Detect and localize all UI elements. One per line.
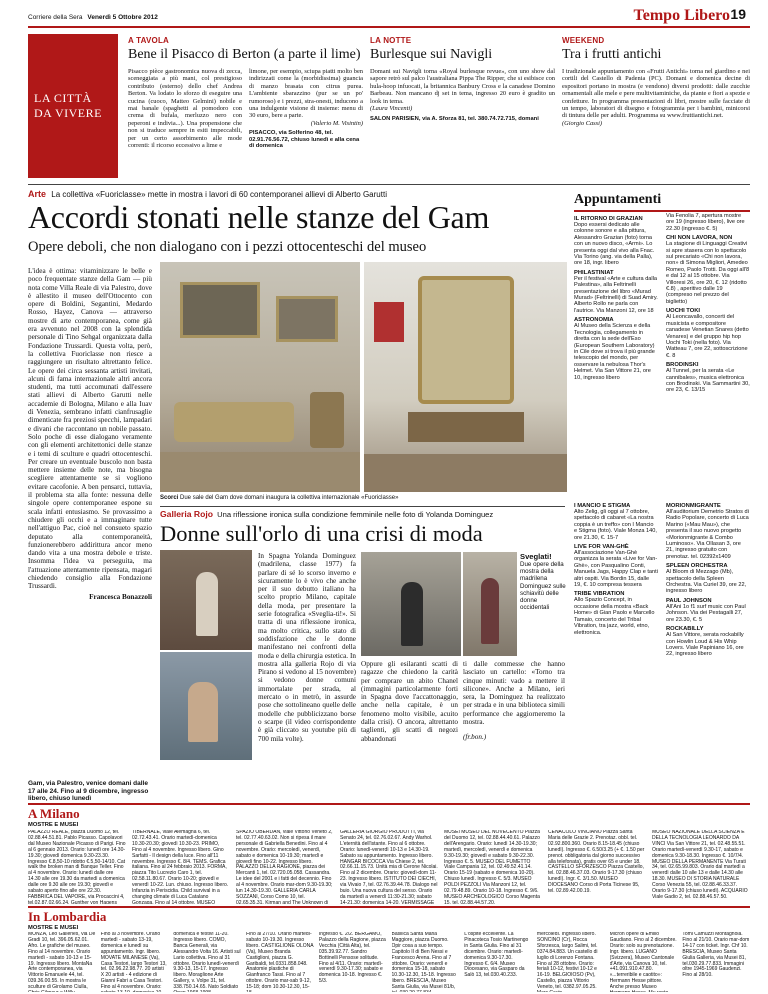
galleria-col1: In Spagna Yolanda Dominguez (madrilena, classe 1977) fa parlare di sé lo scorso inverno e sicuramente lo è vivo che anche per il suo debutto italiano ha scelto proprio Milano, capitale della moda, per presentare la serie fotografica «Sveglia-ti!». Si tratta di una riflessione ironica, ma molto critica, sullo stato di soddisfazione che le donne manifestano nei confronti della moda e della chirurgia estetica. In mostra alla galleria Rojo di via Pirano si vedono al 15 novembre) si vedono donne comuni immortalate per strada, al mercato o in metrò, in assurde pose che sottolineano quelle delle modelle che pubblicizzano borse o scarpe (il video corrispondente è già cliccato su youtube più di 700 mila volte). [258,552,356,743]
galleria-col3: ti dalle commesse che hanno lasciato un cartello: «Torno tra cinque minuti: vado a mettere il silicone». Anche a Milano, ieri sera, la Dominguez ha realizzato per strada e in una biblioteca simili performance che aggiorneremo la mostra. [463,660,565,727]
listing-column: MUSEO NAZIONALE DELLA SCIENZA E DELLA TECNOLOGIA LEONARDO DA VINCI Via San Vittore 21, tel. 02.48.55.51. Orario martedì-venerdì 9.30-17, sabato e domenica 9.30-18.30. Ingresso €. 10/7/4. MUSEO DELLA PERMANENTE Via Turati 34, tel. 02.65.99.803. Orario dal martedì a venerdì dalle 10 alle 13 e dalle 14.30 alle 18.30. MUSEO DI STORIA NATURALE Corso Venezia 55, tel. 02.88.46.33.37. Orario 9-17.30 (chiuso lunedì). ACQUARIO Viale Gadio 2, tel. 02.88.46.57.50. [652,830,748,900]
appointment-title: BRODINSKI [666,362,699,369]
appointment-title: ASTRONOMIA [574,317,614,324]
appointment-title: SPLEEN ORCHESTRA [666,563,728,570]
arte-body [28,267,152,601]
gam-photo-left [160,262,360,492]
appointment-text: Allo Spazio Concept, in occasione della mostra «Back Home» di Gian Paolo e Marcello Tamaio, concerto del Tribal Vibration, tra jazz, world, etno, elettronica. [574,597,655,636]
weekend-title: Tra i frutti antichi [562,47,662,62]
notte-info: SALON PARISIEN, via A. Sforza 81, tel. 380.74.72.715, domani [370,116,539,123]
listing-column: CENACOLO VINCIANO Piazza Santa Maria delle Grazie 2. Prenotaz. obbl. tel. 02.92.800.360. Orario 8.15-18.45 (chiuso lunedì). Ingresso €. 6.50/3.25 (+ €. 1.50 per prenot. obbligatoria dal giorno successivo alla telefonata), gratis over 65 e under 18. CASTELLO SFORZESCO Piazza Castello, tel. 02.88.46.37.03. Orario 9-17.30 (chiuso lunedì). Ingr. €. 3/1.50. MUSEO DIOCESANO Corso di Porta Ticinese 95, tel. 02.89.42.00.19. [548,830,645,895]
galleria-kicker: Galleria Rojo [160,509,214,519]
painting [276,296,338,342]
arte-kicker: Arte [28,189,47,199]
appointment-item [666,503,750,560]
appuntamenti-col4 [666,500,750,658]
citta-box-line2: DA VIVERE [34,106,102,120]
appointment-text: Al Bloom di Mezzago (Mb), spettacolo della Spleen Orchestra. Via Curiel 39, ore 22, ingresso libero [666,569,747,595]
galleria-col3-wrap [463,660,565,744]
gam-caption-text: Due sale del Gam dove domani inaugura la collettiva internazionale «Fuoriclasse» [180,495,399,501]
painting [180,282,260,338]
appointment-item [574,216,658,267]
listing-column: mercoledì. Ingresso libero. SONCINO (Cr), Rocca Sforzesca, largo Salimi, tel. 0374.84.883. Un castello di luglio di Lorenzo Fontana. Fino al 28 ottobre. Orario: feriali 10-12, festivi 10-12 e 16-19. BELGIOIOSO (Pv), Castello, piazza Vittorio Veneto, tel. 0382.97.05.25. [536,932,598,991]
appointment-item [574,270,658,314]
lombardia-listings [28,932,750,992]
milano-header: A Milano [28,806,80,821]
galleria-divider [160,506,565,507]
listing-column: TIBERNALE, viale Alemagna 6, tel. 02.72.43.41. Orario martedì-domenica 10.30-20.30; giovedì 10.30-23. PRIMO, Fino al 4 novembre. Ingresso libero. Gino Sarfatti - Il design della luce. Fino all'11 novembre. Ingresso €. 8/4. TEMS. Grafica italiana. Fino al 24 febbraio 2013. FORMA, piazza Tito Lucrezio Caro 1, tel. 02.58.11.80.67. Orario 10-20; giovedì e venerdì 10-22. Lun. chiuso. Ingresso libero. Infanzia in Periscidia. Child survival in a changing climate di Luca Catalano Gonzaga. Fino al 14 ottobre. MUSEO [132,830,229,904]
appointment-item [574,591,658,635]
listing-column: domenica e festivi 11-20. Ingresso libero. COMO, Banca Generali, via Alessandro Volta 16. Artisti sul Lario collettiva. Fino al 31 ottobre. Orario lunedì-venerdì 9.30-13, 15-17. Ingresso libero. Moraglione Arte Gallery, v. Volpe 31, tel. 338.750.14.65. Nato Soldiato [173,932,241,991]
lombardia-header: In Lombardia [28,909,107,924]
listing-column: MUSEI MUSEO DEL NOVECENTO Piazza del Duomo 12, tel. 02.88.44.40.61. Palazzo dell'Arengario. Orario: lunedì 14.30-19.30; martedì, mercoledì, venerdì e domenica 9.30-19.30; giovedì e sabato 9.30-22.30. Ingresso €. 5. MUSEO DEL FUMETTO Viale Campania 12, tel. 02.49.52.41.14. Orario 15-19 (sabato e domenica 10-20). Chiuso lunedì. Ingresso €. 5/3. MUSEO POLDI PEZZOLI Via Manzoni 12, tel. 02.79.48.89. Orario 10-18. Ingresso €. 9/6. MUSEO ARCHEOLOGICO Corso Magenta 15, tel. 02.88.44.57.20. [444,830,540,904]
appointment-item [666,598,750,623]
weekend-kicker: WEEKEND [562,36,605,45]
listing-column: PALAZZO REALE, piazza Duomo 12, tel. 02.88.44.51.81. Pablo Picasso. Capolavori dal Museo Nazionale Picasso di Parigi. Fino al 6 gennaio 2013. Orario: lunedì ore 14.30-19.30; giovedì domenica 9.30-23.30. Ingresso €.8,50-10 ridotto €.5,50-14/10. Cat walk the broken man di Banque Teller. Fino al 4 novembre. Orario: lunedì dalle ore 14.30 alle ore 19.30 da martedì a domenica dalle ore 9.30 alle ore 19.30; giovedì e sabato aperto fino alle ore 22.30. FABBRICA DEL VAPORE, via Procaccini 4, tel.02.87.02.66.24. Gunther von Hagens [28,830,126,904]
figure [196,572,218,636]
appointment-text: Al Leoncavallo, concerti del musicista e compositore canadese Venetian Snares (detto Venares) e del gruppo hip hop Uochi Toki (nella foto). Via Watteau 7, ore 22, sottoscrizione €. 8 [666,314,749,359]
galleria-col2: Oppure gli esilaranti scatti di ragazze che chiedono la carità per comprare un abito Chanel (immagini particolarmente forti in Spagna dove l'accattonaggio, anche nella capitale, è un fenomeno molto visibile, acuito dalla crisi). O ancora, altrettanto taglienti, gli scatti di negozi abbandonati [361,660,458,743]
tavola-col2-wrap [249,68,363,150]
arte-teaser [28,189,568,199]
arte-title: Accordi stonati nelle stanze del Gam [28,199,490,235]
milano-listings [28,830,750,904]
galleria-caption [520,552,566,611]
galleria-teaser [160,509,565,519]
notte-article [370,36,555,123]
listing-column: Basilica Santa Maria Maggiore, piazza Duomo. Opir cosa a suo tempo. Capitolo II di Ben Nessi e Francesco Arena. Fino al 7 ottobre. Orario: venerdì e domenica 15-18, sabato 10.30-12.30, 15-18. Ingresso libero. BRESCIA, Museo Santa Giulia, via Musei 81/b, [391,932,456,991]
floor [364,454,567,492]
galleria-teaser-text: Una riflessione ironica sulla condizione femminile nelle foto di Yolanda Dominguez [217,510,494,519]
appointment-text: All'auditorium Demetrio Stratos di Radio Popolare, concerto di Luca Marino («Mau Mau»), che presenta il suo nuovo progetto «Morionmigrante & Combo Luminoso». Via Ollasan 3, ore 21, ingresso gratuito con prenotaz. tel. 02392x1409 [666,509,749,560]
appointment-title: I MANCIO E STIGMA [574,503,631,509]
appointment-title: ROCKABILLY [666,626,704,633]
floor [160,452,360,492]
notte-kicker: LA NOTTE [370,36,412,45]
arte-subtitle: Opere deboli, che non dialogano con i pezzi ottocenteschi del museo [28,239,427,255]
newspaper-name: Corriere della Sera [28,14,83,21]
listing-column: MONZA, Leo Galleries, via De Gradi 10, tel. 396.05.62.01. Afro. Le grafiche del museo. Fino al 14 novembre. Orario martedì - sabato 10-13 e 15-19. Ingresso libero. MontaNa Arte contemporanea, via Vittorio Emanuele 44, tel. 039.36.00.55. In mostra le sculture di Girolamo Ciulla, [28,932,96,991]
appointment-title: IL RITORNO DI GRAZIAN [574,216,643,222]
citta-box [28,34,118,178]
appointment-text: Alto Zelig, gli oggi al 7 ottobre, spettacolo di cabaret «La nostra coppia è un treffo» con I Mancio e Stigma (foto). Viale Monza 140, ore 21.30, €. 15-7 [574,509,657,541]
sofa [174,402,294,442]
appointment-text: Al San Vittore, serata rockabilly con Howlin Loud & His Whip Lovers. Viale Papiniano 16, ore 22, ingresso libero [666,632,744,658]
dominguez-photo-3 [361,552,461,656]
listing-column: Ingresso €. 2/2. BERGAMO, Palazzo della Ragione, piazza Vecchia (Città Alta), tel. 035.39.92.77. Sandro Bottinelli Pensose solitude. Fino al 4/11. Orario: martedì-venerdì 9.30-17.30; sabato e domenica 10-18. Ingresso €. 5/3. [318,932,386,985]
tavola-title: Bene il Pisacco di Berton (a parte il lime) [128,47,361,62]
appuntamenti-col2 [666,213,750,394]
appointment-title: LIVE FOR VAN-GHÈ [574,544,629,551]
dominguez-photo-2 [160,652,252,760]
appointment-item [574,317,658,381]
tavola-col1: Pisacco pièce gastronomica nuova di zecca, sceneggiata a più mani, col prestigioso contributo (esterno) dello chef Andrea Berton. Va lodato lo sforzo di eseguire una cucina (cuoco, Matteo Gelmini) nobile e mai banale (spaghetti al pomodoro con crema di bufala, merluzzo nero con peperoni e indivia...). Una propensione che non si traduce sempre in esiti impeccabili, per un certo assorbimento alle mode correnti: il ricorso eccessivo a lime e [128,68,242,150]
galleria-title: Donne sull'orlo di una crisi di moda [160,521,483,546]
galleria-caption-title: Sveglati! [520,552,552,561]
appuntamenti-header: Appuntamenti [574,192,662,207]
galleria-caption-text: Due opere della mostra della madrilena Dominguez sulle schiavitù delle donne occidentali [520,561,566,612]
arte-teaser-text: La collettiva «Fuoriclasse» mette in mostra i lavori di 60 contemporanei allievi di Alberto Garutti [51,190,387,199]
appuntamenti-rule [574,210,750,212]
appointment-item [666,362,750,394]
top-divider [28,184,750,185]
appointment-title: PHILASTINIAT [574,269,614,276]
wall-art [374,302,404,342]
appointment-text: All'Ani 1o f1 surf music con Paul Johnson. Via dei Pestagalli 27, ore 23.30, €. 5 [666,603,746,623]
notte-body: Domani sui Navigli torna «Royal burlesque revue», con uno show dal sapore retrò sul palco l'australiana Pippa The Ripper, che si esibisce con hula-hoop infuocati, la britannica Banbury Cross e la canadese Domino Barbeau. Non mancano dj set in tema, ingresso 20 euro è gradito un look in tema. [370,68,555,105]
appointment-item [666,235,750,305]
figure [401,582,423,646]
ornate-mirror [418,276,514,404]
tavola-info: PISACCO, via Solferino 48, tel. 02.91.76.56.72, chiuso lunedì e alla cena di domenica [249,130,360,150]
appuntamenti-col1 [574,213,658,381]
appointment-text: Dopo essersi dedicato alle colonne sonore e alla pittura, Alessandro Grazian (foto) torna con un nuovo disco, «Armi». Lo presenta oggi dal vivo alla Fnac. Via Torino (ang. via della Palla), ore 18, ingr. libero [574,222,655,267]
dominguez-photo-4 [463,552,517,656]
dominguez-photo-1 [160,550,252,650]
appointment-title: CHI NON LAVORA, NON [666,235,733,242]
appointment-text: Al Tunnel, per la serata «Le cannibales», musica elettronica con Brodinski. Via Sammartini 30, ore 23, €. 13/15 [666,368,750,394]
galleria-author: (fr.bon.) [463,733,487,742]
notte-author: (Laura Vincenti) [370,105,413,113]
lombardia-rule [28,906,750,908]
arte-info: Gam, via Palestro, venice domani dalle 17 alle 24. Fino al 9 dicembre, ingresso libero, chiuso lunedì [28,780,149,802]
appointment-title: MORIONMIGRANTE [666,503,721,509]
arte-author: Francesca Bonazzoli [89,592,152,601]
tavola-columns [128,68,363,150]
gam-photo-right [364,262,567,492]
appointment-text: Via Fenolia 7, apertura mostre ore 19 (ingresso libero), live ore 22.30 (ingresso €. 5) [666,213,745,232]
gam-caption [160,495,565,502]
listing-column: L'ospite eccellente. La Pinacoteca Tosio Martinengo in Santa Giulia. Fino al 31 dicembre. Orario: martedì-domenica 9.30-17.30. Ingresso €. 6/4. Museo Diocesano, via Gasparo da Salò 13, tel.030.40.233. [464,932,529,979]
appointment-title: UOCHI TOKI [666,308,701,315]
listing-column: SPAZIO OBERDAN, viale Vittorio Veneto 2, tel. 02.77.40.63.02. Non si ripesa il mare personale di Gabriella Benedini. Fino al 4 novembre. Orario: mercoledì, venerdì, sabato e domenica 10-19.30; martedì e giovedì fino 10-22. Ingresso libero. PALAZZO DELLA RAGIONE, piazza dei Mercanti 1, tel. 02.720.05.058. Cassandra. Le idee del 2001 e i fatti del decennio. Fino al 4 novembre. Orario mar-dom 9.30-19.30; lun 14.30-19.30. GALLERIA CARLA SOZZANI, Corso Como 10, tel. 02.65.35.31. Kirman and The Unknown di [236,830,333,904]
appointment-text: La stagione di Linguaggi Creativi si apre stasera con lo spettacolo sul precariato «Chi non lavora, non» di Simona Migliori, Amedeo Romeo, Paolo Trotti. Da oggi all'8 e dal 12 al 15 ottobre. Via Villoresi 26, ore 20, €. 12 (ridotto €.8) , aperitivo dalle 19 (compreso nel prezzo del biglietto) [666,241,750,305]
weekend-author: (Giorgio Cassi) [562,119,603,127]
chair [310,392,344,448]
appointment-title: PAUL JOHNSON [666,597,712,604]
appointment-title: TRIBE VIBRATION [574,591,625,598]
appointment-text: Al Museo della Scienza e della Tecnologia, collegamento in diretta con la sede dell'Eso (European Southern Laboratory) in Cile dove si trova il più grande telescopio del mondo, per osservare la nebulosa Thor's Helmet. Via San Vittore 21, ore 10, ingresso libero [574,323,655,381]
milano-subheader: MOSTRE E MUSEI [28,822,79,828]
masthead-left [28,14,158,21]
listing-column: Fino al 27/10. Orario martedì-sabato 10-19.30. Ingresso libero. CASTIGLIONE OLONA (Va), Museo Branda Castiglioni, piazza G. Garibaldi, tel.0331.858.048. Anatomie plastiche di Gianfranco Tassi. Fino al 7 ottobre. Orario mar-sab 9-12, 15-18; dom 10.30-12.30, 15- [246,932,314,991]
listing-column: GALLERIA GIORGIO PRODOTTI, via Senato 24, tel. 02.76.02.67. Andy Warhol. L'eternità dell'istante. Fino al 6 ottobre. Orario: lunedì-venerdì 10-13 e 14.30-19. Sabato su appuntamento. Ingresso libero. HANGAR BICOCCA Via Chiese 2, tel. 02.66.11.15.73. Unità mia di Cerone Nicolai. Fino al 2 dicembre. Orario: giovedì-dom 11-23. Ingresso libero. ISTITUTO DEI CIECHI, via Vivaio 7, tel. 02.76.39.44.78. Dialogo nel buio. Una nuova cultura del senso. Orario da martedì a venerdì 11:30-21.30; sabato 14-21.30; domenica 14-20. VERMISSAGE [340,830,438,904]
weekend-body: I tradizionale appuntamento con «Frutti Antichi» torna nel giardino e nei cortili del Castello di Padenia (PC). Domani e domenica decine di espositori portano in mostra (e vendono) diversi prodotti: dalle zucchie ornamentali alle mele e pere multivitaminiche, da piante e fiori a spezie e confetture. In programma presentazioni di libri, mostre sulle facciate di un tempo, laboratori di disegno e fotogrammia per i bambini, minicorsi di tintura delle per adulti. Programma su www.fruttiantichi.net. [562,68,750,120]
section-title: Tempo Libero [633,7,730,24]
notte-title: Burlesque sui Navigli [370,47,493,62]
appointment-text: All'associazione Van-Ghè organizza la serata «Live for Van-Ghè», con Pasqualino Conti, Manuela Jags, Happy Clap e tanti altri ospiti. Via Bordin 15, dalle 19, €. 10 compresa tessera [574,550,658,589]
tavola-col2: limone, per esempio, sciupa piatti molto ben indirizzati come la (morbidissima) guancia di manzo brasata con citrus purea. L'ambiente sbarazzino (pur se un po' rumoroso) e i prezzi, stra-onesti, inducono a una indulgente visione di insieme: menu di 30 euro, bere a parte. [249,68,363,120]
console-table [408,412,524,442]
appuntamenti-col3 [574,500,658,636]
gam-caption-kicker: Scorci [160,495,179,501]
listing-column: Micron opere di Emilio Gaudiano. Fino al 2 dicembre. Orario: solo su prenotazione. Ingr. libero. LUGANO (Svizzera), Museo Cantonale d'Arte, via Canova 10, tel. +41.091.910.47.80. «...terreribile e caotito»: Hermann Hesse pittore. Anche presso Museo [609,932,677,991]
appointment-item [666,563,750,595]
page-number: 19 [730,6,746,22]
listing-column: Tomi Camuzzi Montagnola. Fino al 21/10. Orario mar-dom 14-17 con ticket. Ingr. Chf 10. BRESCIA, Museo Santa Giulia Galleria, via Musei 81, tel.030.29.77.833. Immagini oltre 1945-1969 Gaudenzi. Fino al 28/10. [682,932,750,979]
lombardia-subheader: MOSTRE E MUSEI [28,925,79,931]
listing-column: Fino al 3 novembre. Orario martedì - sabato 13-19, domenica e lunedì su appuntamento. Ingr. libero. MOVATE MILANESE (Va), Casa Testori, largo Testori 13, tel. 02.96.22.98.77. 20 artisti X 20 artisti - 4 edizione di Gianni Fabri a Casa Testori. Fino al 4 novembre. Orario: [100,932,167,991]
appointment-item [574,544,658,588]
figure [481,578,499,644]
tavola-kicker: A TAVOLA [128,36,170,45]
tavola-author: (Valerio M. Visintin) [310,119,363,127]
appointment-text: Per il festival «Arte e cultura dalla Palestina», alla Feltrinelli presentazione del libro «Murad Murad» (Feltrinelli) di Suad Amiry. Alberto Rollo ne parla con l'autrice. Via Manzoni 12, ore 18 [574,275,658,314]
milano-rule [28,803,750,805]
figure [188,682,218,742]
appointment-item [666,626,750,658]
weekend-article [562,36,750,127]
appointment-item [666,213,750,232]
issue-date: Venerdì 5 Ottobre 2012 [87,14,158,21]
appointment-item [574,503,658,541]
citta-box-line1: LA CITTÀ [34,91,92,105]
appointment-item [666,308,750,359]
arte-body-text: L'idea è ottima: vitaminizzare le belle e poco frequentate stanze della Gam — più nota come Villa Reale di via Palestro, dove è allestito il museo dell'Ottocento con opere di Boldini, Segantini, Medardo Rosso, Hayez, Canova — attraverso mostre di arte contemporanea, come già era avvenuto nel 2008 con la splendida personale di Tino Sehgal organizzata dalla Fondazione Trussardi. Questa volta, però, la collettiva Fuoriclasse non riesce a raggiungere un risultato altrettanto felice. Le opere dei circa sessanta artisti invitati, alcuni di fama internazionale altri ancora studenti, ma tutti accomunati dall'essere stati allievi di Alberto Garutti nelle accademie di Bologna, Milano e alla Iuav di Venezia, sembrano infatti cianfrusaglie dimenticate fra preziosi specchi, lampadari e divani che raccontano un nobile passato. Solo poche di esse dialogano veramente con gli elementi architettonici delle stanze e i temi di sculture e quadri ottocenteschi. Per creare un eventuale buscolo non basta mettere insieme delle note, ma bisogna scegliere attentamente se si vogliono evitare cacofonie. A ben pensarci, tuttavia, il problema sta alla fonte: nessuna delle singole opere contemporanee espone su scala infatti entusiasmo. Se provassimo a chiudere gli occhi e a immaginare tutte nell'attiguo Pac, cioè nel consueto spazio deputato alla contemporaneità, funzionerebbero addirittura ancor meno dando vita a una mostra debole e triste. Insomma l'idea va perseguita, ma l'attuazione attentamente ripensata, magari chiedendo consiglio alla Fondazione Trussardi. [28,267,152,591]
tavola-article [128,36,363,150]
masthead-rule [28,26,750,28]
